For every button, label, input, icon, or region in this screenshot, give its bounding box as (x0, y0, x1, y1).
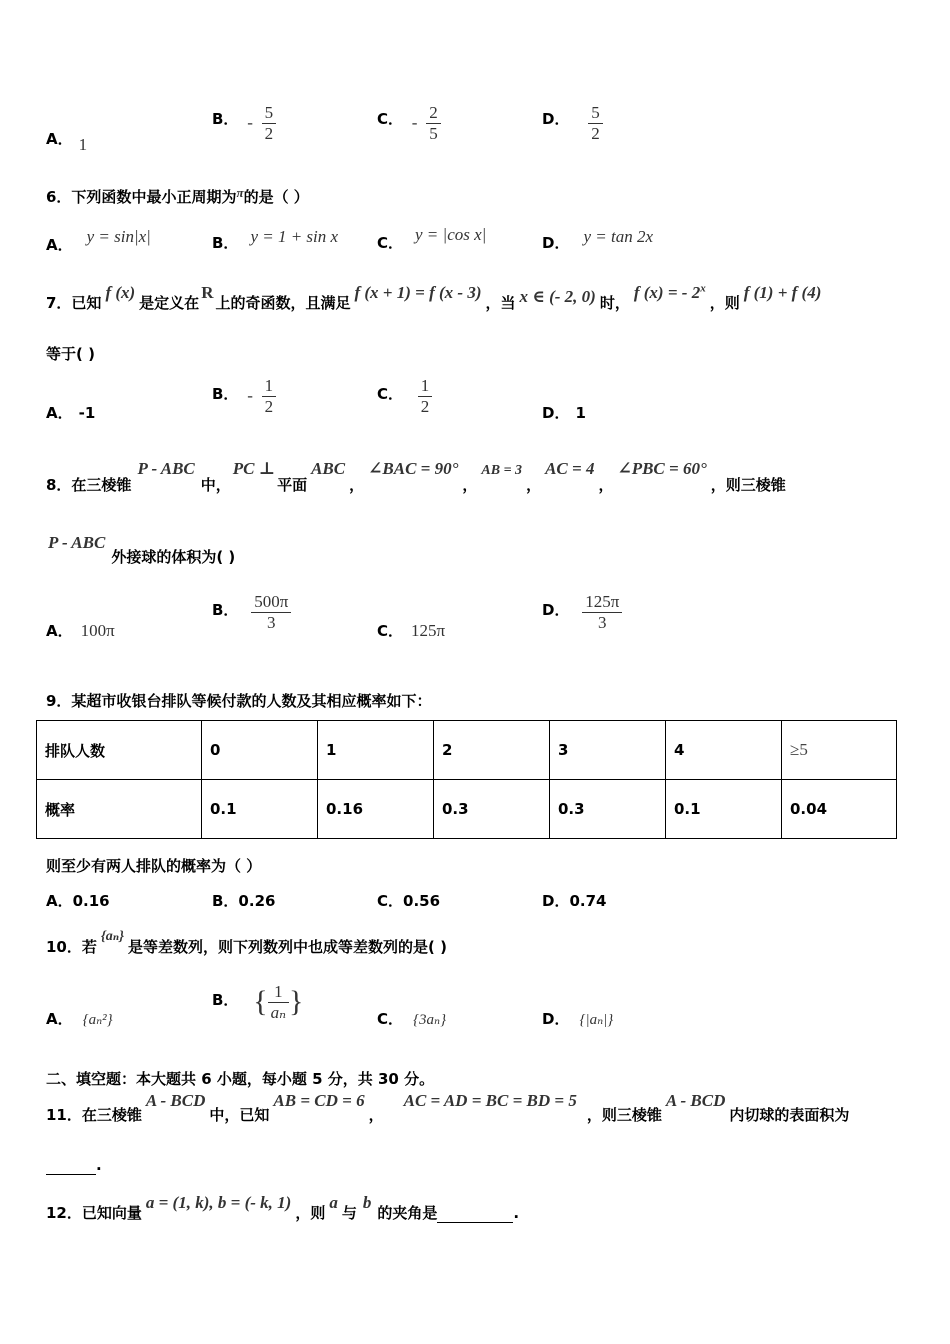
q9-stem: 9．某超市收银台排队等候付款的人数及其相应概率如下： (46, 692, 432, 710)
table-cell: 0.1 (666, 780, 782, 839)
numerator: 1 (264, 376, 274, 395)
option-label: A． (46, 130, 73, 148)
fraction (268, 982, 289, 1022)
question-text: ，则三棱锥 (586, 1106, 662, 1124)
option-label: A． (46, 1010, 73, 1028)
q5-option-b (212, 103, 276, 143)
math-text: ∠BAC = 90° (368, 459, 459, 478)
table-cell: 0.3 (434, 780, 550, 839)
q10-option-b (212, 982, 303, 1022)
question-text: 上的奇函数，且满足 (215, 294, 351, 312)
math-text: f (x) = - 2 (633, 283, 701, 302)
option-label: A． (46, 622, 73, 640)
table-cell: 1 (318, 721, 434, 780)
fraction (426, 103, 441, 143)
q7-option-b (212, 376, 276, 416)
question-text: 12．已知向量 (46, 1204, 142, 1222)
option-expression: y = tan 2x (583, 227, 653, 246)
question-text: 8．在三棱锥 (46, 476, 132, 494)
option-value: 1 (575, 404, 586, 422)
table-cell: 0.1 (202, 780, 318, 839)
option-expression: {aₙ²} (82, 1012, 113, 1028)
q9-option-a: A．0.16 (46, 892, 110, 910)
option-label: B． (212, 234, 239, 252)
question-text: 11．在三棱锥 (46, 1106, 142, 1124)
q8-option-a (46, 620, 115, 641)
question-text: 的夹角是 (377, 1204, 438, 1222)
option-label: C． (377, 234, 404, 252)
table-cell: 0 (202, 721, 318, 780)
q5-option-a (46, 128, 88, 154)
denominator: 2 (420, 396, 430, 416)
option-label: A． (46, 236, 73, 254)
math-text: PC ⊥ (232, 459, 276, 478)
math-text: A - BCD (145, 1091, 206, 1110)
denominator: 3 (598, 612, 607, 632)
denominator: 2 (264, 123, 274, 143)
q10-option-d (542, 1008, 613, 1029)
fraction (262, 103, 277, 143)
q7-option-c (377, 376, 432, 416)
minus-sign: - (247, 385, 253, 405)
q9-option-d: D．0.74 (542, 892, 607, 910)
q5-option-c (377, 103, 441, 143)
question-text: ，则 (709, 294, 740, 312)
math-text: P - ABC (48, 533, 106, 552)
minus-sign: - (247, 112, 253, 132)
question-text: 平面 (277, 476, 308, 494)
question-text: 是等差数列，则下列数列中也成等差数列的是( ) (128, 938, 447, 956)
option-expression: {|aₙ|} (579, 1012, 614, 1028)
math-sequence: {aₙ} (100, 929, 125, 944)
numerator: 1 (274, 982, 283, 1001)
q8-stem-line2 (48, 532, 236, 566)
math-text: ABC (311, 459, 346, 478)
math-text: P - ABC (137, 459, 195, 478)
q9-option-c: C．0.56 (377, 892, 441, 910)
q8-stem-line1 (46, 458, 786, 494)
option-label: C． (377, 109, 404, 128)
numerator: 1 (420, 376, 430, 395)
math-R: R (201, 283, 214, 302)
q6-option-a (46, 226, 151, 254)
question-text: ， (349, 476, 365, 494)
q10-option-a (46, 1008, 113, 1029)
q11-answer-blank[interactable] (46, 1156, 102, 1175)
q6-stem (46, 186, 309, 207)
table-cell: 排队人数 (37, 721, 202, 780)
probability-table (36, 720, 897, 839)
question-text: 与 (341, 1204, 357, 1222)
section-heading: 二、填空题：本大题共 6 小题，每小题 5 分，共 30 分。 (46, 1070, 435, 1088)
fraction (262, 376, 277, 416)
question-text: ，则 (295, 1204, 326, 1222)
right-brace: } (289, 985, 304, 1019)
q7-option-d (542, 402, 586, 423)
math-domain: x ∈ (- 2, 0) (519, 287, 596, 306)
question-text: ，则三棱锥 (710, 476, 786, 494)
numerator: 500π (254, 592, 289, 611)
question-text: ， (368, 1106, 384, 1124)
table-cell: 4 (666, 721, 782, 780)
numerator: 2 (429, 103, 438, 122)
math-text: a = (1, k), b = (- k, 1) (145, 1193, 292, 1212)
q6-option-b (212, 226, 339, 252)
option-label: A． (46, 404, 73, 422)
question-text: 是定义在 (139, 294, 200, 312)
math-equation: f (x + 1) = f (x - 3) (354, 283, 482, 302)
fraction (582, 592, 622, 632)
question-text: 内切球的表面积为 (729, 1106, 850, 1124)
fraction (418, 376, 433, 416)
q6-option-c (377, 224, 487, 252)
q8-option-b (212, 592, 291, 632)
period: . (96, 1156, 102, 1174)
math-sum: f (1) + f (4) (743, 283, 822, 302)
q12-stem (46, 1192, 520, 1222)
math-text: ∠PBC = 60° (617, 459, 707, 478)
table-cell: 0.04 (782, 780, 897, 839)
option-label: C． (377, 384, 404, 403)
q7-stem-line1 (46, 282, 822, 312)
numerator: 125π (585, 592, 620, 611)
option-value: 1 (78, 135, 88, 154)
question-text: 中，已知 (209, 1106, 270, 1124)
math-definition (634, 283, 706, 302)
option-expression: y = sin|x| (86, 227, 151, 246)
q10-option-c (377, 1008, 446, 1029)
q8-option-d (542, 592, 622, 632)
option-value: 100π (80, 621, 115, 640)
fraction (588, 103, 603, 143)
numerator: 5 (591, 103, 600, 122)
q10-stem (46, 924, 447, 956)
option-value: -1 (78, 404, 96, 422)
question-text: 7．已知 (46, 294, 102, 312)
question-text: ， (526, 476, 542, 494)
option-label: B． (212, 109, 239, 128)
math-text: A - BCD (665, 1091, 726, 1110)
q5-option-d (542, 103, 603, 143)
q8-option-c (377, 620, 445, 641)
table-row (37, 780, 897, 839)
question-text: ，当 (485, 294, 516, 312)
option-label: C． (377, 622, 404, 640)
blank-line[interactable] (46, 1156, 96, 1175)
option-label: D． (542, 234, 570, 252)
math-text: AC = AD = BC = BD = 5 (403, 1091, 577, 1110)
math-text: AB = CD = 6 (273, 1091, 365, 1110)
superscript: x (700, 282, 706, 295)
q11-stem (46, 1090, 850, 1124)
option-label: D． (542, 1010, 570, 1028)
question-text: 6．下列函数中最小正周期为 (46, 188, 237, 206)
question-text: 外接球的体积为( ) (111, 548, 236, 566)
option-label: B． (212, 384, 239, 403)
option-expression: y = |cos x| (415, 225, 487, 244)
math-text: AB = 3 (481, 463, 523, 478)
question-text: 的是（ ） (243, 188, 309, 206)
q7-option-a (46, 402, 95, 423)
math-text: a (329, 1193, 338, 1212)
option-label: B． (212, 990, 239, 1009)
denominator: 2 (264, 396, 274, 416)
left-brace: { (253, 985, 268, 1019)
denominator: aₙ (270, 1002, 287, 1022)
math-text: AC = 4 (545, 459, 595, 478)
denominator: 2 (591, 123, 600, 143)
option-expression: {3aₙ} (413, 1012, 447, 1028)
fraction (251, 592, 291, 632)
denominator: 3 (267, 612, 276, 632)
question-text: ， (598, 476, 614, 494)
denominator: 5 (429, 123, 438, 143)
option-expression: y = 1 + sin x (250, 227, 339, 246)
option-value: 125π (411, 621, 446, 640)
option-label: C． (377, 1010, 404, 1028)
q9-option-b: B．0.26 (212, 892, 276, 910)
question-text: 10．若 (46, 938, 97, 956)
table-cell: 概率 (37, 780, 202, 839)
table-cell: 3 (550, 721, 666, 780)
answer-blank[interactable] (437, 1204, 513, 1223)
q7-stem-line2: 等于( ) (46, 345, 95, 363)
q9-question: 则至少有两人排队的概率为（ ） (46, 857, 262, 875)
pi-symbol: π (236, 185, 244, 200)
option-label: D． (542, 404, 570, 422)
table-cell: 0.16 (318, 780, 434, 839)
question-text: 时， (599, 294, 630, 312)
math-fx: f (x) (105, 283, 136, 302)
option-label: D． (542, 600, 570, 619)
q6-option-d (542, 226, 653, 252)
minus-sign: - (411, 112, 418, 132)
numerator: 5 (264, 103, 274, 122)
math-text: b (362, 1193, 372, 1212)
option-label: D． (542, 109, 570, 128)
table-cell: 0.3 (550, 780, 666, 839)
table-row (37, 721, 897, 780)
question-text: 中， (200, 476, 231, 494)
period: . (513, 1204, 520, 1222)
question-text: ， (462, 476, 478, 494)
option-label: B． (212, 600, 239, 619)
table-cell: 2 (434, 721, 550, 780)
table-cell: ≥5 (782, 721, 897, 780)
